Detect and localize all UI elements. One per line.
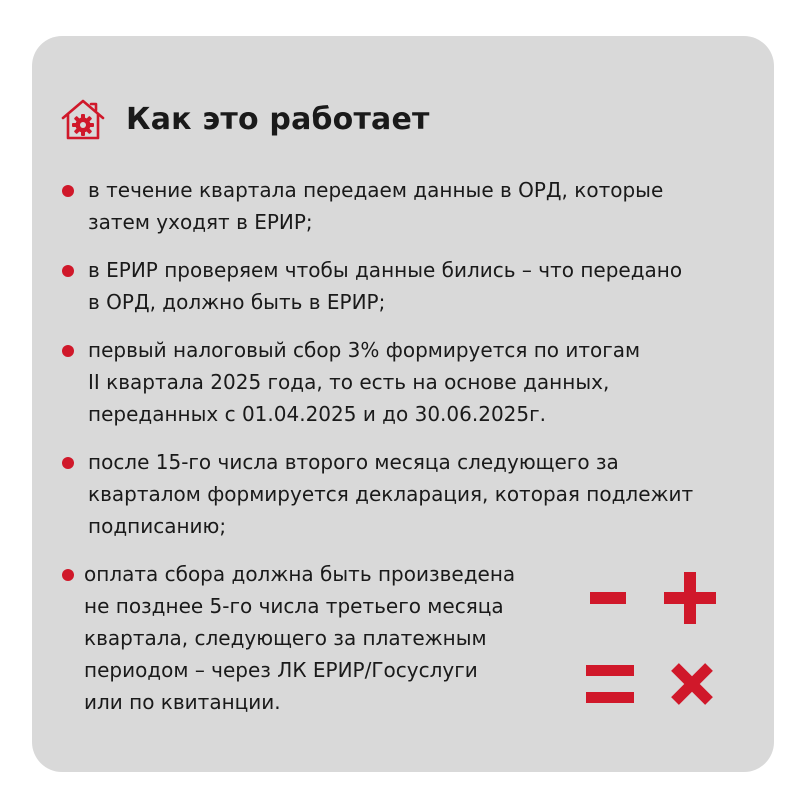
list-item-text: в ЕРИР проверяем чтобы данные бились – что передано в ОРД, должно быть в ЕРИР;	[88, 258, 683, 314]
list-item	[62, 446, 693, 542]
bullet-icon	[62, 457, 74, 469]
list-item	[62, 558, 515, 718]
bullet-icon	[62, 185, 74, 197]
house-gear-icon	[60, 96, 106, 142]
list-item-text: первый налоговый сбор 3% формируется по итогам II квартала 2025 года, то есть на основе данных, переданных с 01.04.2025 и до 30.06.2025г.	[88, 338, 641, 426]
bullet-icon	[62, 569, 74, 581]
multiply-icon	[670, 662, 714, 706]
list-item	[62, 254, 682, 318]
list-item	[62, 334, 640, 430]
list-item-text: после 15-го числа второго месяца следующего за кварталом формируется декларация, которая подлежит подписанию;	[88, 450, 694, 538]
list-item-text: оплата сбора должна быть произведена не позднее 5-го числа третьего месяца квартала, следующего за платежным периодом – через ЛК ЕРИР/Госуслуги или по квитанции.	[84, 562, 516, 714]
list-item	[62, 174, 663, 238]
list-item-text: в течение квартала передаем данные в ОРД, которые затем уходят в ЕРИР;	[88, 178, 664, 234]
minus-icon	[590, 592, 626, 604]
header	[60, 96, 430, 142]
page-title: Как это работает	[126, 101, 430, 137]
plus-icon	[664, 572, 716, 624]
equals-icon	[586, 665, 634, 703]
bullet-icon	[62, 345, 74, 357]
bullet-icon	[62, 265, 74, 277]
